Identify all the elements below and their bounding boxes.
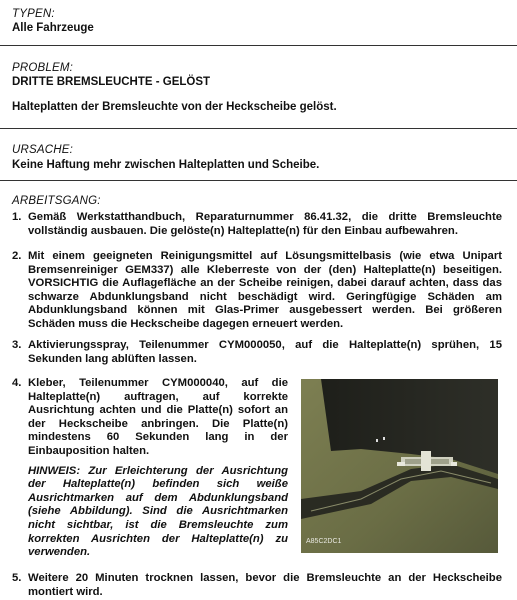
typen-value: Alle Fahrzeuge: [12, 22, 94, 34]
problem-title: DRITTE BREMSLEUCHTE - GELÖST: [12, 76, 211, 88]
step-4: [12, 377, 288, 560]
divider: [0, 180, 517, 181]
step-text: Gemäß Werkstatthandbuch, Reparaturnummer 86.41.32, die dritte Bremsleuchte vollständig ausbauen. Die gelöste(n) Halteplatte(n) für den Einbau aufbewahren.: [28, 211, 502, 237]
alignment-photo: [301, 379, 498, 553]
step-5: [12, 572, 502, 599]
ursache-section: [12, 144, 505, 172]
step-number: 4.: [12, 377, 22, 389]
problem-section: [12, 62, 505, 114]
step-number: 2.: [12, 250, 22, 262]
divider: [0, 45, 517, 46]
arbeitsgang-label-text: ARBEITSGANG:: [12, 195, 101, 207]
step-1: [12, 211, 502, 238]
ursache-description: Keine Haftung mehr zwischen Halteplatten und Scheibe.: [12, 159, 320, 171]
rear-window-photo: [301, 379, 498, 553]
problem-label: PROBLEM:: [12, 62, 74, 74]
typen-label: TYPEN:: [12, 8, 55, 20]
problem-description: Halteplatten der Bremsleuchte von der Heckscheibe gelöst.: [12, 101, 337, 113]
step-3: [12, 339, 502, 366]
step-text: Weitere 20 Minuten trocknen lassen, bevor die Bremsleuchte an der Heckscheibe montiert wird.: [28, 572, 502, 598]
step-number: 3.: [12, 339, 22, 351]
step-number: 5.: [12, 572, 22, 584]
figure-caption: A85C2DC1: [306, 538, 342, 545]
ursache-label: URSACHE:: [12, 144, 74, 156]
step-2: [12, 250, 502, 332]
step-text: Aktivierungsspray, Teilenummer CYM000050, auf die Halteplatte(n) sprühen, 15 Sekunden lang ablüften lassen.: [28, 339, 502, 365]
step-text: Kleber, Teilenummer CYM000040, auf die Halteplatte(n) auftragen, auf korrekte Ausrichtung achten und die Platte(n) sofort an der Heckscheibe anbringen. Die Platte(n) mindestens 60 Sekunden lang in der Einbauposition halten.: [28, 377, 288, 457]
step-note: HINWEIS: Zur Erleichterung der Ausrichtung der Halteplatte(n) befinden sich weiße Ausrichtmarken auf dem Abdunklungsband (siehe Abbildung). Sind die Ausrichtmarken nicht sichtbar, ist die Bremsleuchte zum korrekten Ausrichten der Halteplatte(n) zu verwenden.: [28, 464, 288, 559]
step-text: Mit einem geeigneten Reinigungsmittel auf Lösungsmittelbasis (wie etwa Unipart Bremsenreiniger GEM337) alle Kleberreste von der (den) Halteplatte(n) beseitigen. VORSICHTIG die Auflagefläche an der Scheibe reinigen, dabei darauf achten, dass das schwarze Abdunklungsband nicht beschädigt wird. Geringfügige Schäden am Abdunklungsband können mit Glas-Primer ausgebessert werden. Bei größeren Schäden muss die Heckscheibe dagegen erneuert werden.: [28, 250, 502, 330]
step-number: 1.: [12, 211, 22, 223]
typen-section: [12, 8, 505, 35]
divider: [0, 128, 517, 129]
